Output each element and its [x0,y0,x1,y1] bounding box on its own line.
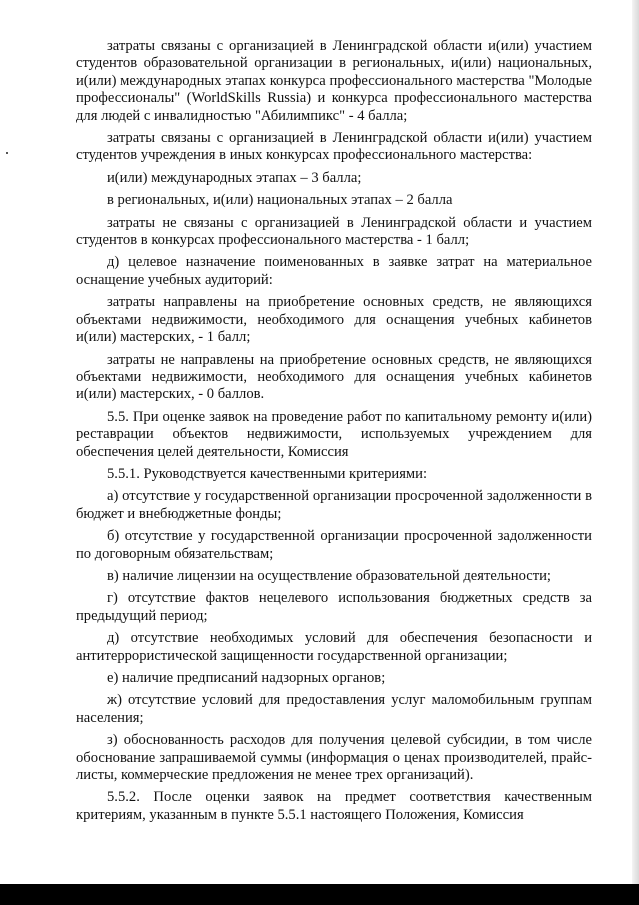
paragraph-criterion-worldskills: затраты связаны с организацией в Ленинградской области и(или) участием студентов образовательной организации в региональных, и(или) национальных, и(или) международных этапах конкурса профессионального мастерства "Молодые профессионалы" (WorldSkills Russia) и конкурса профессионального мастерства для людей с инвалидностью "Абилимпикс" - 4 балла; [76,38,592,124]
paragraph-international-stages: и(или) международных этапах – 3 балла; [107,169,362,186]
paragraph-not-related: затраты не связаны с организацией в Ленинградской области и участием студентов в конкурсах профессионального мастерства - 1 балл; [76,214,592,249]
criterion-item-g: г) отсутствие фактов нецелевого использования бюджетных средств за предыдущий период; [76,590,592,624]
criterion-item-a: а) отсутствие у государственной организации просроченной задолженности в бюджет и внебюджетные фонды; [76,488,592,522]
criterion-item-b: б) отсутствие у государственной организации просроченной задолженности по договорным обязательствам; [76,528,592,562]
paragraph-section-5-5-2: 5.5.2. После оценки заявок на предмет соответствия качественным критериям, указанным в пункте 5.5.1 настоящего Положения, Комиссия [76,789,592,823]
scan-speck [6,152,8,154]
criterion-item-z: з) обоснованность расходов для получения целевой субсидии, в том числе обоснование запрашиваемой суммы (информация о ценах производителей, прайс-листы, коммерческие предложения не менее трех организаций). [76,732,592,784]
paragraph-section-5-5: 5.5. При оценке заявок на проведение работ по капитальному ремонту и(или) реставрации объектов недвижимости, используемых учреждением для обеспечения целей деятельности, Комиссия [76,408,592,460]
criterion-item-d: д) отсутствие необходимых условий для обеспечения безопасности и антитеррористической защищенности государственной организации; [76,630,592,664]
scan-bottom-border [0,884,639,905]
paragraph-section-5-5-1: 5.5.1. Руководствуется качественными критериями: [107,465,428,482]
paragraph-item-d-purpose: д) целевое назначение поименованных в заявке затрат на материальное оснащение учебных аудиторий: [76,254,592,288]
paragraph-regional-stages: в региональных, и(или) национальных этапах – 2 балла [107,192,453,209]
scan-right-edge [632,0,639,905]
document-body [76,38,592,829]
criterion-item-v: в) наличие лицензии на осуществление образовательной деятельности; [107,567,551,584]
paragraph-fixed-assets-yes: затраты направлены на приобретение основных средств, не являющихся объектами недвижимости, необходимого для оснащения учебных кабинетов и(или) мастерских, - 1 балл; [76,294,592,346]
paragraph-fixed-assets-no: затраты не направлены на приобретение основных средств, не являющихся объектами недвижимости, необходимого для оснащения учебных кабинетов и(или) мастерских, - 0 баллов. [76,351,592,403]
criterion-item-zh: ж) отсутствие условий для предоставления услуг маломобильным группам населения; [76,692,592,726]
paragraph-criterion-other-contests: затраты связаны с организацией в Ленинградской области и(или) участием студентов учреждения в иных конкурсах профессионального мастерства: [76,130,592,164]
criterion-item-e: е) наличие предписаний надзорных органов; [107,670,386,686]
